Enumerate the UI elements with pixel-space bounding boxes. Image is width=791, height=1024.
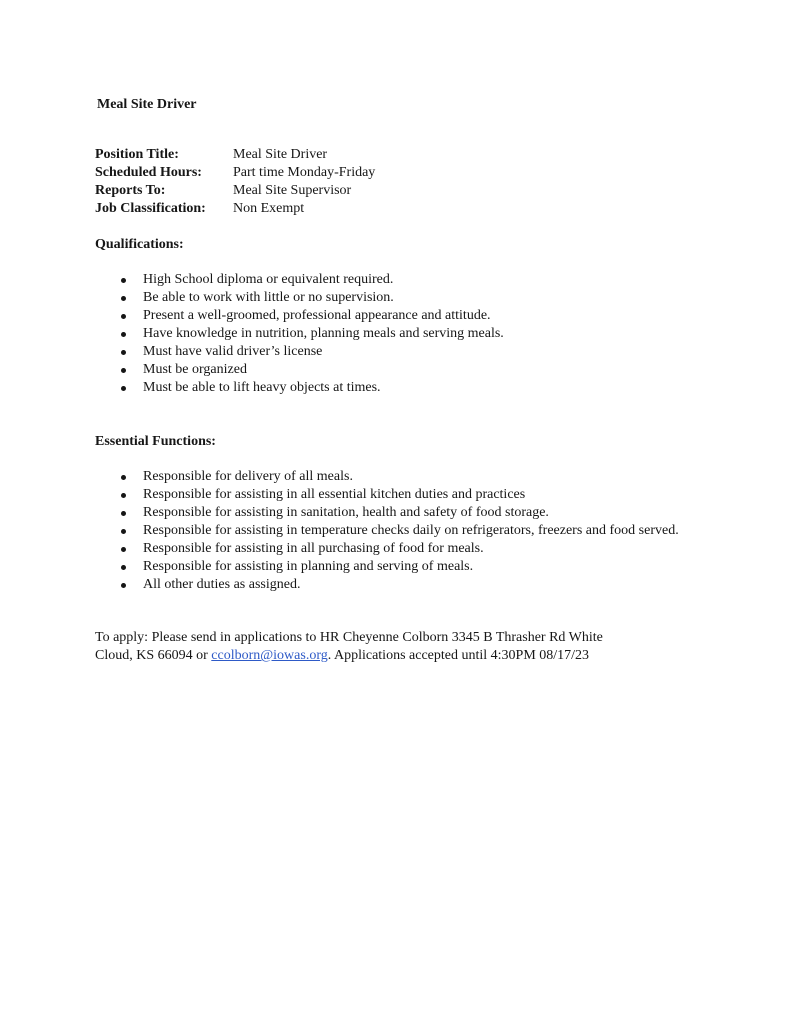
qualifications-list <box>95 271 695 397</box>
essential-function-item: Responsible for assisting in planning and serving of meals. <box>95 558 695 576</box>
qualification-item: Have knowledge in nutrition, planning meals and serving meals. <box>95 325 695 343</box>
apply-paragraph <box>95 629 695 665</box>
qualification-item: Must be organized <box>95 361 695 379</box>
field-label-reports-to: Reports To: <box>95 183 166 198</box>
field-row-job-classification <box>95 200 695 218</box>
section-spacer <box>95 397 695 433</box>
field-label-job-classification: Job Classification: <box>95 201 206 216</box>
essential-function-item: Responsible for assisting in temperature checks daily on refrigerators, freezers and food served. <box>95 522 695 540</box>
qualification-item: Must have valid driver’s license <box>95 343 695 361</box>
apply-line2-before-link: Cloud, KS 66094 or <box>95 648 212 663</box>
footer-spacer <box>95 594 695 629</box>
field-row-reports-to <box>95 182 695 200</box>
field-value-position-title: Meal Site Driver <box>233 147 328 162</box>
field-row-position-title <box>95 146 695 164</box>
qualifications-heading: Qualifications: <box>95 237 184 252</box>
position-fields <box>95 146 695 218</box>
document-title: Meal Site Driver <box>97 97 197 112</box>
qualification-item: High School diploma or equivalent required. <box>95 271 695 289</box>
essential-function-item: Responsible for assisting in sanitation, health and safety of food storage. <box>95 504 695 522</box>
field-value-scheduled-hours: Part time Monday-Friday <box>233 165 376 180</box>
field-label-position-title: Position Title: <box>95 147 179 162</box>
field-row-scheduled-hours <box>95 164 695 182</box>
essential-function-item: Responsible for delivery of all meals. <box>95 468 695 486</box>
essential-functions-heading: Essential Functions: <box>95 434 216 449</box>
field-value-job-classification: Non Exempt <box>233 201 305 216</box>
essential-function-item: Responsible for assisting in all purchasing of food for meals. <box>95 540 695 558</box>
field-label-scheduled-hours: Scheduled Hours: <box>95 165 202 180</box>
field-value-reports-to: Meal Site Supervisor <box>233 183 352 198</box>
essential-function-item: All other duties as assigned. <box>95 576 695 594</box>
qualification-item: Present a well-groomed, professional appearance and attitude. <box>95 307 695 325</box>
qualification-item: Must be able to lift heavy objects at times. <box>95 379 695 397</box>
apply-line2-after-link: . Applications accepted until 4:30PM 08/17/23 <box>327 648 590 663</box>
essential-function-item: Responsible for assisting in all essential kitchen duties and practices <box>95 486 695 504</box>
apply-line1: To apply: Please send in applications to HR Cheyenne Colborn 3345 B Thrasher Rd White <box>95 630 603 645</box>
email-link[interactable]: ccolborn@iowas.org <box>211 648 328 663</box>
qualification-item: Be able to work with little or no supervision. <box>95 289 695 307</box>
essential-functions-list <box>95 468 695 594</box>
